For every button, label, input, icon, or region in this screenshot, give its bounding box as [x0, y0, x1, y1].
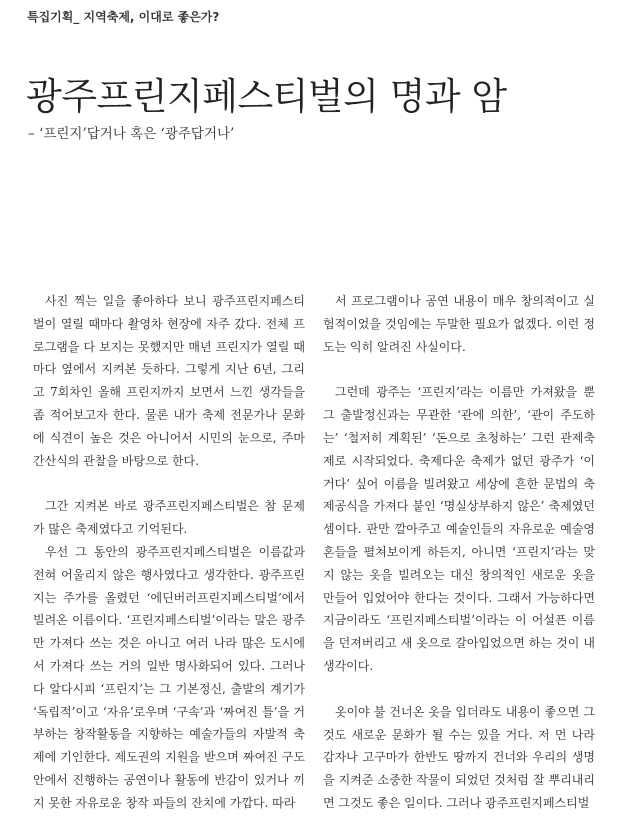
paragraph: 그간 지켜본 바로 광주프린지페스티벌은 참 문제가 많은 축제였다고 기억된다. — [33, 499, 305, 537]
left-column — [33, 290, 305, 815]
section-kicker: 특집기획_ 지역축제, 이대로 좋은가? — [27, 10, 220, 24]
paragraph: 우선 그 동안의 광주프린지페스티벌은 이름값과 전혀 어울리지 않은 행사였다고 생각한다. 광주프린지는 주가를 올렸던 ‘에딘버러프린지페스티벌’에서 빌려온 이름이다. ‘프린지페스티벌’이라는 말은 광주만 가져다 쓰는 것은 아니고 여러 나라 많은 도시에서 가져다 쓰는 거의 일반 명사화되어 있다. 그러나 다 알다시피 ‘프린지’는 그 기본정신, 출발의 계기가 ‘독립적’이고 ‘자유’로우며 ‘구속’과 ‘짜여진 틀’을 거부하는 창작활동을 지향하는 예술가들의 자발적 축제에 기인한다. 제도권의 지원을 받으며 짜여진 구도안에서 진행하는 공연이나 활동에 반감이 있거나 끼지 못한 자유로운 창작 파들의 잔치에 가깝다. 따라 — [33, 544, 305, 810]
paragraph: 서 프로그램이나 공연 내용이 매우 창의적이고 실험적이었을 것임에는 두말한 필요가 없겠다. 이런 정도는 익히 알려진 사실이다. — [323, 294, 595, 354]
article-subtitle: – ‘프린지’답거나 혹은 ‘광주답거나’ — [28, 126, 235, 142]
right-column — [323, 290, 595, 815]
article-title: 광주프린지페스티벌의 명과 암 — [26, 75, 507, 118]
paragraph: 사진 찍는 일을 좋아하다 보니 광주프린지페스티벌이 열릴 때마다 촬영차 현장에 자주 갔다. 전체 프로그램을 다 보지는 못했지만 매년 프린지가 열릴 때마다 옆에서 지켜본 듯하다. 그렇게 지난 6년, 그리고 7회차인 올해 프린지까지 보면서 느낀 생각들을 좀 적어보고자 한다. 물론 내가 축제 전문가나 문화에 식견이 높은 것은 아니어서 시민의 눈으로, 주마간산식의 관찰을 바탕으로 한다. — [33, 294, 305, 468]
paragraph: 옷이야 불 건너온 옷을 입더라도 내용이 좋으면 그것도 새로운 문화가 될 수는 있을 거다. 저 먼 나라 감자나 고구마가 한반도 땅까지 건너와 우리의 생명을 지켜준 소중한 작물이 되었던 것처럼 잘 뿌리내리면 그것도 좋은 일이다. 그러나 광주프린지페스티벌 — [323, 704, 595, 810]
paragraph: 그런데 광주는 ‘프린지’라는 이름만 가져왔을 뿐 그 출발정신과는 무관한 ‘관에 의한’, ‘관이 주도하는’ ‘철저히 계획된’ ‘돈으로 초청하는’ 그런 관제축제로 시작되었다. 축제다운 축제가 없던 광주가 ‘이거다’ 싶어 이름을 빌려왔고 세상에 흔한 문법의 축제공식을 가져다 붙인 ‘명실상부하지 않은’ 축제였던 셈이다. 판만 깔아주고 예술인들의 자유로운 예술영혼들을 펼쳐보이게 하든지, 아니면 ‘프린지’라는 맞지 않는 옷을 빌려오는 대신 창의적인 새로운 옷을 만들어 입었어야 한다는 것이다. 그래서 가능하다면 지금이라도 ‘프린지페스티벌’이라는 이 어설픈 이름을 던져버리고 새 옷으로 갈아입었으면 하는 것이 내 생각이다. — [323, 385, 595, 673]
